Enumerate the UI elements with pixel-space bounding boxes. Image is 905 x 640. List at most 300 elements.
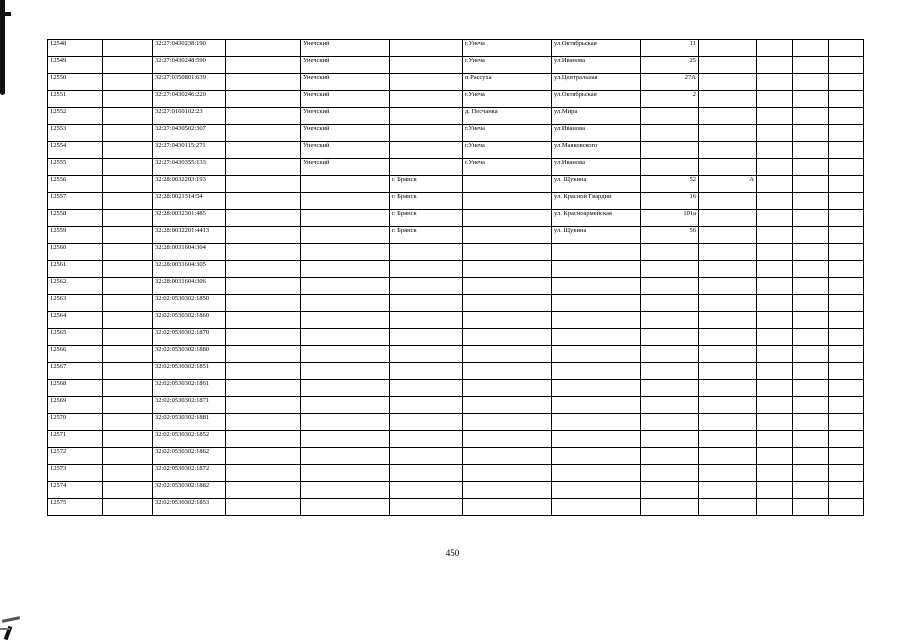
cell-district: [301, 499, 390, 516]
cell-empty: [226, 142, 301, 159]
table-row: [48, 329, 864, 346]
cell-letter: [699, 380, 757, 397]
cell-cadastral-number: 32:02:0530302:1851: [153, 363, 226, 380]
cell-record-number: 12552: [48, 108, 103, 125]
scan-edge-mark: [2, 616, 20, 623]
cell-empty: [757, 227, 793, 244]
cell-record-number: 12560: [48, 244, 103, 261]
cell-street: ул.Маяковского: [552, 142, 641, 159]
cell-empty: [226, 159, 301, 176]
table-row: [48, 482, 864, 499]
cell-street: [552, 329, 641, 346]
cell-empty: [226, 414, 301, 431]
cell-city: [390, 74, 463, 91]
cell-empty: [103, 142, 153, 159]
cell-district: [301, 329, 390, 346]
cell-record-number: 12565: [48, 329, 103, 346]
cell-empty: [103, 261, 153, 278]
cell-empty: [226, 465, 301, 482]
cell-empty: [793, 380, 829, 397]
cell-letter: [699, 261, 757, 278]
cell-street: [552, 261, 641, 278]
cell-street: ул. Щукина: [552, 227, 641, 244]
cell-house-number: [641, 295, 699, 312]
cell-empty: [103, 414, 153, 431]
cell-record-number: 12555: [48, 159, 103, 176]
cell-empty: [226, 380, 301, 397]
cell-empty: [226, 57, 301, 74]
cell-empty: [829, 193, 864, 210]
cell-empty: [757, 312, 793, 329]
cell-empty: [757, 465, 793, 482]
cell-empty: [757, 57, 793, 74]
cell-empty: [103, 397, 153, 414]
cell-settlement: [463, 193, 552, 210]
cell-empty: [226, 40, 301, 57]
cell-empty: [103, 108, 153, 125]
cell-cadastral-number: 32:27:0430238:190: [153, 40, 226, 57]
cell-district: [301, 448, 390, 465]
cell-settlement: [463, 227, 552, 244]
cell-empty: [829, 295, 864, 312]
cell-record-number: 12558: [48, 210, 103, 227]
cell-empty: [829, 176, 864, 193]
cell-empty: [793, 159, 829, 176]
cell-district: [301, 414, 390, 431]
cell-street: ул. Красноармейская: [552, 210, 641, 227]
cell-cadastral-number: 32:02:0530302:1872: [153, 465, 226, 482]
cell-city: [390, 295, 463, 312]
cell-empty: [103, 91, 153, 108]
cell-district: [301, 465, 390, 482]
cell-empty: [103, 159, 153, 176]
cell-street: [552, 465, 641, 482]
cell-empty: [829, 414, 864, 431]
cell-record-number: 12564: [48, 312, 103, 329]
cell-settlement: [463, 278, 552, 295]
cell-city: [390, 414, 463, 431]
cell-city: [390, 312, 463, 329]
cell-cadastral-number: 32:27:0430246:220: [153, 91, 226, 108]
cell-empty: [793, 295, 829, 312]
cell-house-number: 11: [641, 40, 699, 57]
cell-empty: [226, 329, 301, 346]
cell-empty: [829, 482, 864, 499]
cell-record-number: 12548: [48, 40, 103, 57]
cell-empty: [793, 346, 829, 363]
cell-city: [390, 465, 463, 482]
cell-city: [390, 244, 463, 261]
cell-record-number: 12571: [48, 431, 103, 448]
cell-empty: [757, 108, 793, 125]
cell-settlement: [463, 363, 552, 380]
cell-house-number: [641, 482, 699, 499]
cell-empty: [793, 91, 829, 108]
table-row: [48, 261, 864, 278]
cell-empty: [829, 40, 864, 57]
cell-street: ул.Иванова: [552, 125, 641, 142]
cell-record-number: 12575: [48, 499, 103, 516]
table-row: [48, 176, 864, 193]
cell-empty: [829, 108, 864, 125]
cell-settlement: [463, 448, 552, 465]
cell-settlement: г.Унеча: [463, 159, 552, 176]
cell-letter: [699, 125, 757, 142]
cell-cadastral-number: 32:02:0530302:1853: [153, 499, 226, 516]
cell-empty: [103, 244, 153, 261]
cell-settlement: г.Унеча: [463, 142, 552, 159]
cell-district: [301, 278, 390, 295]
cell-empty: [226, 91, 301, 108]
cell-letter: [699, 159, 757, 176]
cell-empty: [226, 261, 301, 278]
cell-empty: [757, 193, 793, 210]
cell-empty: [757, 431, 793, 448]
cell-empty: [103, 40, 153, 57]
table-row: [48, 125, 864, 142]
cell-street: [552, 499, 641, 516]
cell-street: ул.Иванова: [552, 57, 641, 74]
cell-district: [301, 193, 390, 210]
cell-city: [390, 431, 463, 448]
cell-street: ул.Иванова: [552, 159, 641, 176]
cell-settlement: [463, 499, 552, 516]
cell-cadastral-number: 32:27:0430115:271: [153, 142, 226, 159]
cell-cadastral-number: 32:02:0530302:1882: [153, 482, 226, 499]
cell-letter: [699, 57, 757, 74]
cell-city: г. Брянск: [390, 176, 463, 193]
cell-house-number: [641, 380, 699, 397]
cell-street: [552, 448, 641, 465]
cell-street: [552, 244, 641, 261]
cell-empty: [226, 312, 301, 329]
cell-empty: [103, 210, 153, 227]
cell-empty: [103, 176, 153, 193]
cell-empty: [103, 312, 153, 329]
cell-house-number: [641, 329, 699, 346]
cell-empty: [226, 244, 301, 261]
cell-settlement: г.Унеча: [463, 57, 552, 74]
cell-cadastral-number: 32:27:0430355:133: [153, 159, 226, 176]
cell-street: ул. Щукина: [552, 176, 641, 193]
cell-record-number: 12561: [48, 261, 103, 278]
cell-letter: [699, 278, 757, 295]
cell-letter: [699, 448, 757, 465]
cell-street: ул.Октябрьская: [552, 40, 641, 57]
cell-street: [552, 482, 641, 499]
table-row: [48, 91, 864, 108]
cell-city: [390, 125, 463, 142]
cell-empty: [793, 108, 829, 125]
cell-record-number: 12563: [48, 295, 103, 312]
cell-settlement: п Рассуха: [463, 74, 552, 91]
cell-street: [552, 278, 641, 295]
table-row: [48, 142, 864, 159]
cell-empty: [103, 227, 153, 244]
cell-cadastral-number: 32:02:0530302:1860: [153, 312, 226, 329]
cell-cadastral-number: 32:28:0032201:4413: [153, 227, 226, 244]
table-row: [48, 448, 864, 465]
cell-street: ул.Мира: [552, 108, 641, 125]
cell-settlement: [463, 261, 552, 278]
cell-city: г. Брянск: [390, 193, 463, 210]
cell-empty: [829, 363, 864, 380]
cell-district: [301, 363, 390, 380]
cell-record-number: 12566: [48, 346, 103, 363]
cell-city: [390, 448, 463, 465]
cell-house-number: [641, 448, 699, 465]
cell-city: г. Брянск: [390, 210, 463, 227]
cell-empty: [793, 482, 829, 499]
cell-letter: [699, 499, 757, 516]
cell-house-number: [641, 159, 699, 176]
cell-empty: [829, 125, 864, 142]
cell-cadastral-number: 32:27:0430502:307: [153, 125, 226, 142]
cell-empty: [757, 278, 793, 295]
cell-district: [301, 261, 390, 278]
cell-settlement: [463, 295, 552, 312]
cell-empty: [829, 499, 864, 516]
cell-empty: [226, 363, 301, 380]
cell-house-number: 101а: [641, 210, 699, 227]
cell-street: ул.Центральная: [552, 74, 641, 91]
cell-house-number: 52: [641, 176, 699, 193]
cell-house-number: [641, 363, 699, 380]
cell-district: [301, 397, 390, 414]
cell-cadastral-number: 32:02:0530302:1861: [153, 380, 226, 397]
cell-house-number: 56: [641, 227, 699, 244]
cell-letter: [699, 244, 757, 261]
cell-empty: [757, 329, 793, 346]
cell-cadastral-number: 32:28:0031604:304: [153, 244, 226, 261]
cell-empty: [829, 278, 864, 295]
cell-street: [552, 431, 641, 448]
cell-street: [552, 295, 641, 312]
cell-empty: [829, 465, 864, 482]
cell-empty: [757, 482, 793, 499]
cell-settlement: [463, 414, 552, 431]
cell-letter: [699, 397, 757, 414]
cell-city: [390, 397, 463, 414]
cell-empty: [226, 482, 301, 499]
cell-empty: [757, 295, 793, 312]
cell-record-number: 12554: [48, 142, 103, 159]
cell-letter: [699, 295, 757, 312]
cell-empty: [103, 74, 153, 91]
cell-record-number: 12574: [48, 482, 103, 499]
cell-empty: [757, 499, 793, 516]
cell-empty: [103, 448, 153, 465]
cell-record-number: 12572: [48, 448, 103, 465]
cell-district: [301, 210, 390, 227]
cell-district: [301, 176, 390, 193]
table-row: [48, 244, 864, 261]
cell-record-number: 12569: [48, 397, 103, 414]
cell-district: [301, 346, 390, 363]
cell-empty: [757, 125, 793, 142]
cell-cadastral-number: 32:02:0530302:1880: [153, 346, 226, 363]
table-row: [48, 295, 864, 312]
cell-record-number: 12567: [48, 363, 103, 380]
cell-street: [552, 414, 641, 431]
cell-empty: [103, 57, 153, 74]
cell-empty: [757, 210, 793, 227]
cell-cadastral-number: 32:02:0530302:1871: [153, 397, 226, 414]
cell-empty: [793, 40, 829, 57]
cell-empty: [829, 448, 864, 465]
cell-empty: [103, 125, 153, 142]
cell-city: [390, 278, 463, 295]
cell-empty: [829, 346, 864, 363]
cell-empty: [103, 295, 153, 312]
table-row: [48, 380, 864, 397]
cell-settlement: г.Унеча: [463, 40, 552, 57]
cell-empty: [757, 159, 793, 176]
cell-empty: [829, 431, 864, 448]
cell-empty: [103, 482, 153, 499]
cell-house-number: [641, 261, 699, 278]
cell-letter: [699, 312, 757, 329]
cell-letter: [699, 40, 757, 57]
cell-empty: [757, 142, 793, 159]
cell-district: [301, 431, 390, 448]
page-number: 450: [445, 548, 460, 558]
cell-city: [390, 261, 463, 278]
cell-house-number: 25: [641, 57, 699, 74]
cell-empty: [829, 210, 864, 227]
cell-empty: [226, 125, 301, 142]
cell-record-number: 12559: [48, 227, 103, 244]
cell-district: [301, 380, 390, 397]
cell-empty: [829, 312, 864, 329]
cell-empty: [757, 244, 793, 261]
cell-house-number: 16: [641, 193, 699, 210]
cell-empty: [103, 346, 153, 363]
cell-empty: [226, 227, 301, 244]
cell-house-number: [641, 397, 699, 414]
table-row: [48, 278, 864, 295]
cell-empty: [793, 193, 829, 210]
cell-record-number: 12550: [48, 74, 103, 91]
cell-record-number: 12573: [48, 465, 103, 482]
cell-cadastral-number: 32:27:0350801:639: [153, 74, 226, 91]
cell-empty: [829, 74, 864, 91]
cell-letter: [699, 74, 757, 91]
cell-district: Унечский: [301, 159, 390, 176]
cell-house-number: [641, 346, 699, 363]
cell-empty: [793, 278, 829, 295]
cell-empty: [226, 210, 301, 227]
cell-street: [552, 397, 641, 414]
cell-empty: [103, 329, 153, 346]
register-table-body: [48, 40, 864, 516]
cell-empty: [103, 193, 153, 210]
cell-district: Унечский: [301, 108, 390, 125]
cell-empty: [793, 125, 829, 142]
cell-cadastral-number: 32:28:0031604:306: [153, 278, 226, 295]
cell-empty: [793, 465, 829, 482]
table-row: [48, 397, 864, 414]
scan-edge-mark: [2, 12, 11, 16]
cell-empty: [103, 465, 153, 482]
table-row: [48, 193, 864, 210]
cell-letter: [699, 210, 757, 227]
cell-street: ул.Октябрьская: [552, 91, 641, 108]
cell-empty: [793, 414, 829, 431]
table-row: [48, 227, 864, 244]
cell-city: [390, 363, 463, 380]
cell-empty: [757, 40, 793, 57]
cell-record-number: 12557: [48, 193, 103, 210]
cell-empty: [103, 380, 153, 397]
cell-cadastral-number: 32:02:0530302:1862: [153, 448, 226, 465]
cell-house-number: [641, 465, 699, 482]
table-row: [48, 57, 864, 74]
cell-city: [390, 142, 463, 159]
cell-empty: [103, 363, 153, 380]
cell-empty: [226, 397, 301, 414]
cell-house-number: [641, 244, 699, 261]
cell-district: Унечский: [301, 91, 390, 108]
cell-house-number: [641, 312, 699, 329]
scan-edge-mark: [0, 628, 10, 630]
cell-empty: [829, 380, 864, 397]
table-row: [48, 159, 864, 176]
cell-cadastral-number: 32:02:0530302:1870: [153, 329, 226, 346]
cell-empty: [757, 380, 793, 397]
cell-district: Унечский: [301, 142, 390, 159]
cell-city: г. Брянск: [390, 227, 463, 244]
cell-letter: А: [699, 176, 757, 193]
cell-house-number: [641, 108, 699, 125]
cell-letter: [699, 193, 757, 210]
cell-house-number: [641, 125, 699, 142]
cell-record-number: 12549: [48, 57, 103, 74]
cell-letter: [699, 329, 757, 346]
cell-city: [390, 380, 463, 397]
cell-district: Унечский: [301, 57, 390, 74]
cell-empty: [829, 261, 864, 278]
cell-letter: [699, 346, 757, 363]
cell-district: [301, 482, 390, 499]
cell-district: [301, 295, 390, 312]
cell-cadastral-number: 32:02:0530302:1850: [153, 295, 226, 312]
cell-letter: [699, 142, 757, 159]
cell-house-number: [641, 499, 699, 516]
cell-record-number: 12551: [48, 91, 103, 108]
cell-house-number: [641, 142, 699, 159]
cell-empty: [793, 431, 829, 448]
cell-letter: [699, 431, 757, 448]
cell-empty: [793, 499, 829, 516]
cell-empty: [226, 448, 301, 465]
cell-empty: [793, 312, 829, 329]
cell-empty: [226, 278, 301, 295]
cell-empty: [226, 176, 301, 193]
cell-cadastral-number: 32:27:0160102:23: [153, 108, 226, 125]
cell-settlement: [463, 176, 552, 193]
table-row: [48, 210, 864, 227]
cell-empty: [793, 142, 829, 159]
cell-street: [552, 312, 641, 329]
cell-empty: [829, 227, 864, 244]
cell-city: [390, 499, 463, 516]
cell-empty: [226, 108, 301, 125]
cell-city: [390, 482, 463, 499]
cell-empty: [226, 499, 301, 516]
cell-empty: [103, 278, 153, 295]
cell-settlement: [463, 210, 552, 227]
